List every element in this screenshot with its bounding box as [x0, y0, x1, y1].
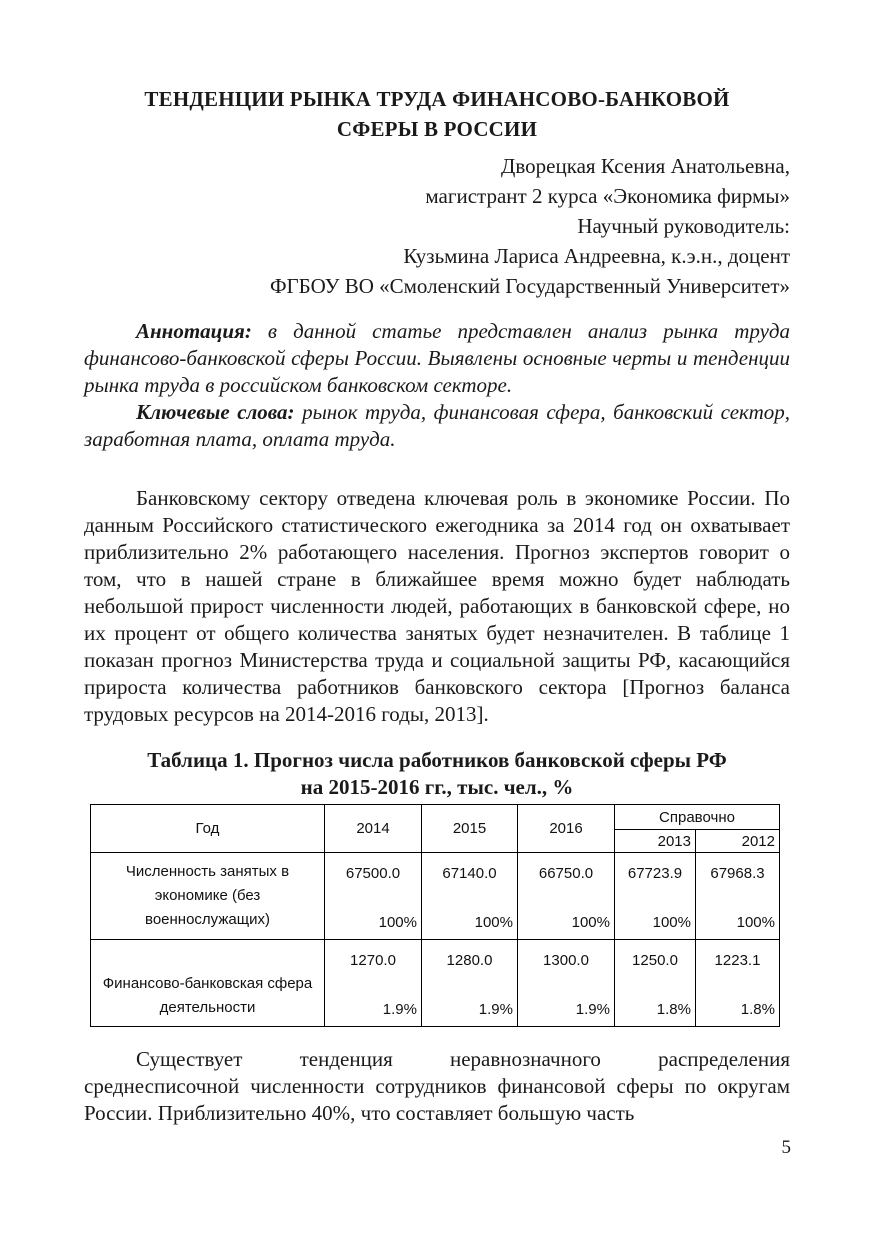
author-block [84, 151, 790, 301]
table-cell [696, 853, 780, 940]
header-2014: 2014 [325, 805, 422, 853]
cell-percent: 100% [474, 914, 513, 931]
cell-value: 1280.0 [446, 952, 493, 969]
page-number: 5 [781, 1137, 791, 1158]
title-line-1: ТЕНДЕНЦИИ РЫНКА ТРУДА ФИНАНСОВО-БАНКОВОЙ [144, 87, 730, 111]
table-row [91, 940, 780, 1027]
cell-percent: 1.8% [740, 1001, 775, 1018]
body-paragraph-1: Банковскому сектору отведена ключевая роль в экономике России. По данным Российского статистического ежегодника за 2014 год он охватывает приблизительно 2% работающего населения. Прогноз экспертов говорит о том, что в нашей стране в ближайшее время можно будет наблюдать небольшой прирост численности людей, работающих в банковской сфере, но их процент от общего количества занятых будет незначителен. В таблице 1 показан прогноз Министерства труда и социальной защиты РФ, касающийся прироста количества работников банковского сектора [Прогноз баланса трудовых ресурсов на 2014-2016 годы, 2013]. [84, 486, 790, 726]
table-caption-line-1: Таблица 1. Прогноз числа работников банковской сферы РФ [147, 748, 727, 772]
body-paragraph-1-wrap [84, 485, 790, 728]
table-cell [325, 940, 422, 1027]
header-reference: Справочно [615, 805, 780, 830]
header-2012: 2012 [696, 830, 780, 853]
supervisor-name: Кузьмина Лариса Андреевна, к.э.н., доцент [403, 244, 790, 268]
table-cell [325, 853, 422, 940]
table-cell [518, 940, 615, 1027]
row-label-employed: Численность занятых в экономике (без военнослужащих) [91, 853, 325, 940]
cell-percent: 100% [378, 914, 417, 931]
table-caption-line-2: на 2015-2016 гг., тыс. чел., % [300, 775, 574, 799]
cell-value: 1223.1 [714, 952, 761, 969]
table-cell [422, 853, 518, 940]
abstract-block [84, 318, 790, 453]
cell-value: 66750.0 [538, 865, 594, 882]
header-2013: 2013 [615, 830, 696, 853]
header-2016: 2016 [518, 805, 615, 853]
university: ФГБОУ ВО «Смоленский Государственный Университет» [269, 274, 790, 298]
forecast-table [90, 804, 780, 1027]
cell-percent: 1.8% [656, 1001, 691, 1018]
header-year: Год [91, 805, 325, 853]
keywords-paragraph [84, 399, 790, 453]
table-cell [518, 853, 615, 940]
title-line-2: СФЕРЫ В РОССИИ [336, 117, 538, 141]
cell-percent: 100% [571, 914, 610, 931]
cell-value: 67140.0 [442, 865, 497, 882]
abstract-text: в данной статье представлен анализ рынка труда финансово-банковской сферы России. Выявлены основные черты и тенденции рынка труда в российском банковском секторе. [84, 319, 790, 397]
cell-value: 1270.0 [350, 952, 396, 969]
body-paragraph-2-wrap [84, 1046, 790, 1127]
table-cell [422, 940, 518, 1027]
document-page [84, 84, 790, 1125]
cell-value: 67723.9 [627, 865, 683, 882]
abstract-label: Аннотация: [136, 319, 252, 343]
author-name: Дворецкая Ксения Анатольевна, [501, 154, 790, 178]
table-row [91, 853, 780, 940]
keywords-label: Ключевые слова: [136, 400, 295, 424]
cell-value: 1300.0 [543, 952, 589, 969]
author-status: магистрант 2 курса «Экономика фирмы» [425, 184, 790, 208]
header-2015: 2015 [422, 805, 518, 853]
cell-percent: 100% [736, 914, 775, 931]
keywords-text: рынок труда, финансовая сфера, банковский сектор, заработная плата, оплата труда. [84, 400, 790, 451]
cell-percent: 100% [652, 914, 691, 931]
cell-percent: 1.9% [575, 1001, 610, 1018]
table-cell [615, 940, 696, 1027]
cell-percent: 1.9% [382, 1001, 417, 1018]
article-title [84, 84, 790, 144]
table-caption [84, 747, 790, 801]
cell-percent: 1.9% [478, 1001, 513, 1018]
abstract-paragraph [84, 318, 790, 399]
table-cell [615, 853, 696, 940]
body-paragraph-2: Существует тенденция неравнозначного распределения среднесписочной численности сотрудников финансовой сферы по округам России. Приблизительно 40%, что составляет большую часть [84, 1047, 790, 1125]
cell-value: 67500.0 [345, 865, 401, 882]
cell-value: 1250.0 [632, 952, 678, 969]
row-label-financial: Финансово-банковская сфера деятельности [91, 940, 325, 1027]
supervisor-label: Научный руководитель: [577, 214, 790, 238]
cell-value: 67968.3 [710, 865, 765, 882]
table-cell [696, 940, 780, 1027]
